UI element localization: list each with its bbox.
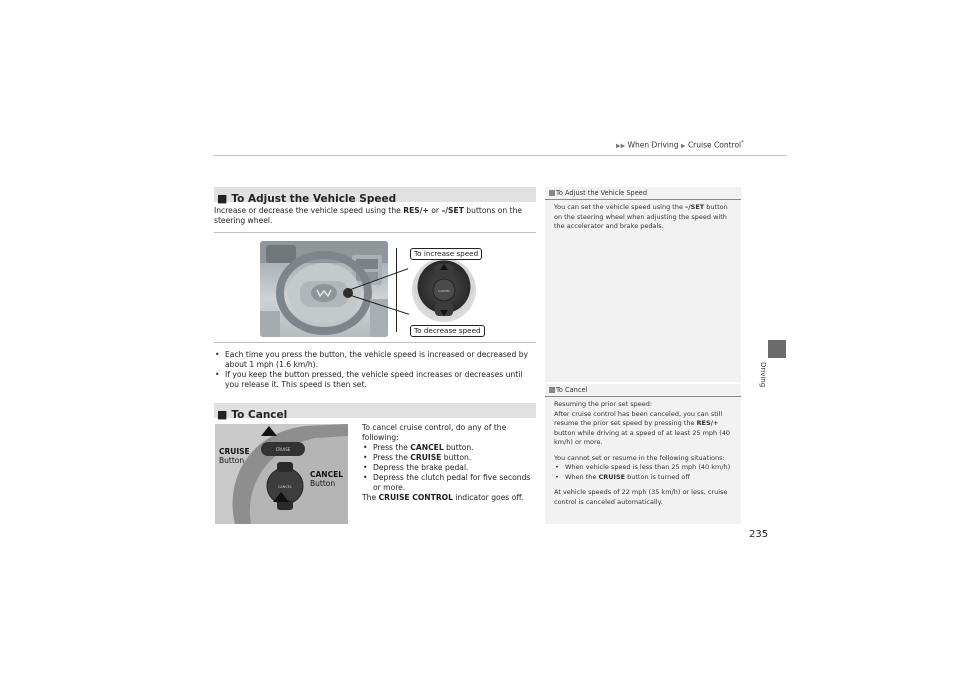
note-body-cancel [545,397,741,507]
cancel-intro: To cancel cruise control, do any of the following: [362,423,507,442]
chapter-tab-marker [768,340,786,358]
cancel-button-sublabel: Button [310,479,336,488]
section-header-adjust [214,187,536,205]
cancel-instructions [362,423,537,503]
cruise-control-indicator-ref: CRUISE CONTROL [378,493,453,502]
breadcrumb-item-when-driving[interactable]: When Driving [627,140,679,150]
note-panel-adjust [545,187,741,382]
cruise-button-callout [219,447,250,465]
adjust-intro [214,206,534,226]
header-divider [214,155,786,156]
button-closeup-illustration [412,258,476,322]
note-text: After cruise control has been canceled, you can still resume the prior set speed by pressing the [554,409,723,427]
control-buttons-drawing [412,258,476,322]
cancel-bullet-item [362,443,537,453]
adjust-intro-or: or [428,206,442,215]
dashboard-drawing [260,241,388,337]
cancel-outro-text: indicator goes off. [452,493,525,502]
note-text: You cannot set or resume in the following situations: [554,453,725,462]
cruise-button-sublabel: Button [219,456,245,465]
adjust-bullet-list [214,350,536,390]
cancel-bullet-text: button. [441,453,472,462]
section-title-adjust: To Adjust the Vehicle Speed [231,193,397,205]
note-text: You can set the vehicle speed using the [554,203,686,211]
adjust-intro-text: Increase or decrease the vehicle speed using the [214,206,404,215]
cruise-button-label: CRUISE [219,447,250,456]
cancel-outro [362,493,537,503]
breadcrumb [616,140,744,150]
cancel-outro-text: The [362,493,379,502]
svg-text:CANCEL: CANCEL [437,289,451,293]
section-title-cancel: To Cancel [231,409,288,421]
note-bullet-item: • When vehicle speed is less than 25 mph (40 km/h) [554,463,733,473]
section-header-cancel [214,403,536,421]
note-heading-adjust [545,187,741,197]
chapter-tab-text: Driving [759,362,767,388]
note-marker-icon [549,387,555,393]
cancel-bullet-item: • Depress the clutch pedal for five seconds or more. [362,473,537,493]
caption-increase-speed: To increase speed [410,248,482,260]
cancel-bullet-text: Press the [373,443,411,452]
note-body-adjust [545,200,741,232]
figure-top-rule [214,232,536,233]
adjust-intro-text-end: buttons on the steering wheel. [214,206,523,225]
cancel-bullet-text: button. [443,443,474,452]
breadcrumb-asterisk: * [741,140,744,146]
adjust-bullet-item: • If you keep the button pressed, the vehicle speed increases or decreases until you release it. This speed is then set. [214,370,536,390]
cancel-button-ref: CANCEL [410,443,444,452]
cruise-button-ref: CRUISE [410,453,442,462]
note-heading-text: To Adjust the Vehicle Speed [556,189,648,197]
steering-wheel-illustration [260,241,388,337]
zoom-frame-left [396,248,397,332]
note-cruise-button-ref: CRUISE [598,472,626,481]
adjust-bullet-item: • Each time you press the button, the vehicle speed is increased or decreased by about 1 mph (1.6 km/h). [214,350,536,370]
note-res-button-ref: RES/+ [696,419,719,427]
note-panel-cancel [545,384,741,524]
cancel-bullet-text: Press the [373,453,411,462]
note-text: At vehicle speeds of 22 mph (35 km/h) or less, cruise control is canceled automatically. [554,488,728,506]
figure-bottom-rule [214,342,536,343]
note-text: When the [565,472,599,481]
cancel-button-callout [310,470,343,488]
svg-text:CRUISE: CRUISE [275,447,291,452]
section-square-icon: ■ [217,408,228,421]
breadcrumb-arrow-icon: ▶ [680,142,686,150]
note-marker-icon [549,190,555,196]
svg-text:CANCEL: CANCEL [277,485,293,489]
note-text: Resuming the prior set speed: [554,400,653,408]
breadcrumb-arrow-icon: ▶▶ [616,142,626,150]
cancel-button-label: CANCEL [310,470,343,479]
note-heading-cancel [545,384,741,394]
note-text: button on the steering wheel when adjusting the speed with the accelerator and brake pedals. [554,203,728,230]
chapter-tab-label [757,362,797,392]
page-number: 235 [749,529,769,540]
note-set-button-ref: –/SET [685,203,705,211]
breadcrumb-item-cruise-control[interactable]: Cruise Control [687,140,742,150]
minus-set-label: –/SET [441,206,464,215]
section-square-icon: ■ [217,192,228,205]
note-text: button is turned off [625,472,690,481]
cancel-bullet-item: • Depress the brake pedal. [362,463,537,473]
cancel-bullet-item [362,453,537,463]
res-plus-label: RES/+ [403,206,429,215]
caption-decrease-speed: To decrease speed [410,325,485,337]
note-text: button while driving at a speed of at least 25 mph (40 km/h) or more. [554,428,731,446]
note-heading-text: To Cancel [556,386,588,394]
note-paragraph [554,410,733,448]
note-bullet-item [554,473,733,483]
